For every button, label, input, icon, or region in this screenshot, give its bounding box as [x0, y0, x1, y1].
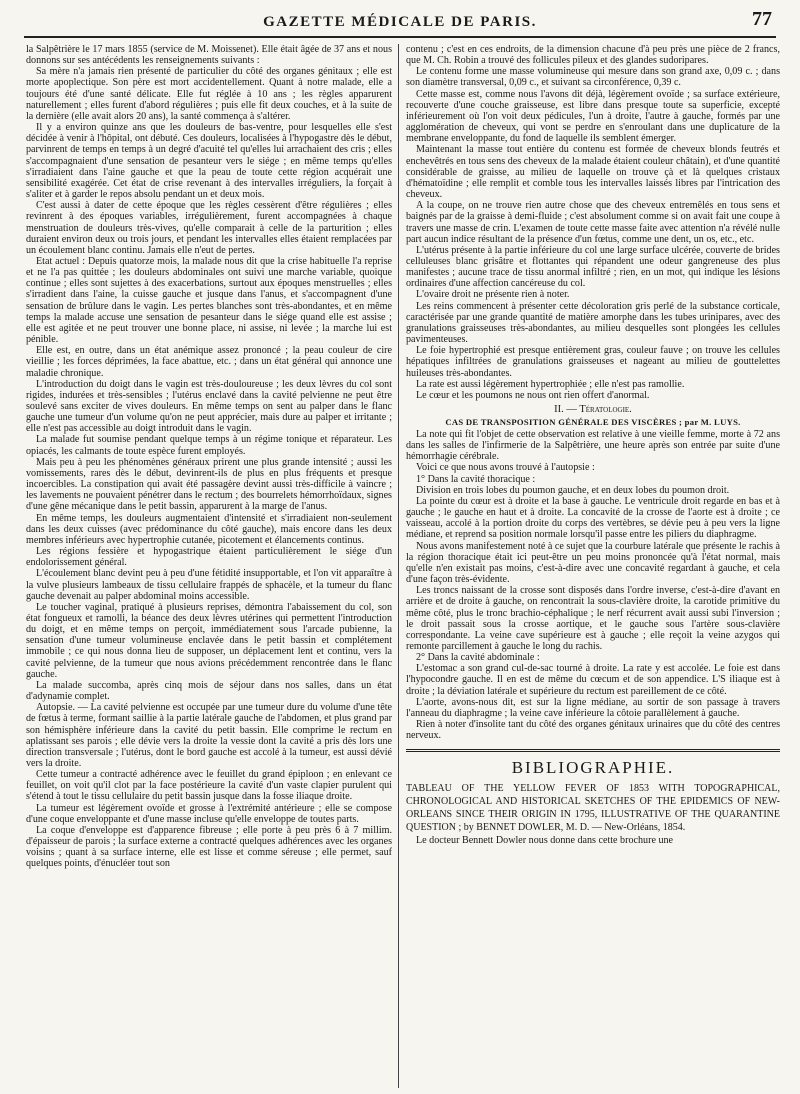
paragraph: Nous avons manifestement noté à ce sujet que la courbure latérale que présente le rachis à la région thoracique était ici peut-être un peu moins prononcée qu'à l'état normal, mais qu'elle n'en existait pas moins, c'est-à-dire avec une concavité regardant à gauche, et cela d'une façon très-évidente.: [406, 540, 780, 586]
left-column: [26, 44, 392, 1088]
paragraph: Autopsie. — La cavité pelvienne est occupée par une tumeur dure du volume d'une tête de fœtus à terme, formant saillie à la partie latérale gauche de l'abdomen, et plus grand par son hémisphère inférieure dans la cavité du petit bassin. Elle comprime le rectum en aplatissant ses parois ; elle dévie vers la droite la vessie dont la cavité a pris dès lors une direction transversale ; l'utérus, dont le bord gauche est accolé à la tumeur, est aussi dévié vers la droite.: [26, 702, 392, 769]
paragraph: La malade fut soumise pendant quelque temps à un régime tonique et réparateur. Les opiacés, les calmants de toute espèce furent employés.: [26, 434, 392, 457]
paragraph: 2° Dans la cavité abdominale :: [416, 652, 540, 664]
bibliography-entry: TABLEAU OF THE YELLOW FEVER OF 1853 WITH TOPOGRAPHICAL, CHRONOLOGICAL AND HISTORICAL SKETCHES OF THE EPIDEMICS OF NEW-ORLEANS SINCE THEIR ORIGIN IN 1795, ILLUSTRATIVE OF THE QUARANTINE QUESTION ; by BENNET DOWLER, M. D. — New-Orléans, 1854.: [406, 783, 780, 834]
paragraph: Maintenant la masse tout entière du contenu est formée de cheveux blonds feutrés et enchevêtrés en tous sens des cheveux de la malade étaient couleur châtain), et d'une quantité considérable de graisse, au milieu de laquelle on trouve çà et là quelques cristaux d'hématoïdine ; elle remplit et comble tous les intervalles laissés libres par l'intrication des cheveux.: [406, 144, 780, 201]
paragraph: La coque d'enveloppe est d'apparence fibreuse ; elle porte à peu près 6 à 7 millim. d'épaisseur de parois ; la surface externe a contracté quelques adhérences avec les organes voisins ; quant à sa surface interne, elle est lisse et comme séreuse ; elle permet, sauf quelques points, d'énucléer tout son: [26, 824, 392, 870]
paragraph: L'estomac a son grand cul-de-sac tourné à droite. La rate y est accolée. Le foie est dans l'hypocondre gauche. Il en est de même du cœcum et de son appendice. L'S iliaque est à droite ; la déviation latérale et supérieure du rectum est pareillement de ce côté.: [406, 663, 780, 697]
paragraph: La rate est aussi légèrement hypertrophiée ; elle n'est pas ramollie.: [416, 378, 685, 390]
paragraph: Cette tumeur a contracté adhérence avec le feuillet du grand épiploon ; en enlevant ce feuillet, on voit qu'il clot par la face postérieure la cavité d'un vaste clapier purulent qui s'étend à tout le tissu cellulaire du petit bassin jusque dans la fosse iliaque droite.: [26, 769, 392, 803]
paragraph: Rien à noter d'insolite tant du côté des organes génitaux urinaires que du côté des centres nerveux.: [406, 719, 780, 742]
section-title: II. — Tératologie.: [554, 404, 632, 415]
paragraph: Les reins commencent à présenter cette décoloration gris perlé de la substance corticale, caractérisée par une grande quantité de matière amorphe dans les tubes urinipares, avec des granulations graisseuses très-abondantes, au milieu desquelles sont plongées les cellules pavimenteuses.: [406, 300, 780, 346]
column-divider: [398, 44, 399, 1088]
paragraph: Cette masse est, comme nous l'avons dit déjà, légèrement ovoïde ; sa surface extérieure, recouverte d'une couche graisseuse, est libre dans presque toute sa superficie, excepté inférieurement où l'on voit deux pédicules, l'un à droite, l'autre à gauche, formés par une agglomération de cheveux, qui vont se perdre en s'enroulant dans une duplicature de la membrane enveloppante, du fond de laquelle ils semblent émerger.: [406, 88, 780, 145]
paragraph: contenu ; c'est en ces endroits, de la dimension chacune d'à peu près une pièce de 2 francs, que M. Ch. Robin a trouvé des follicules pileux et des glandes sudoripares.: [406, 44, 780, 67]
paragraph: Mais peu à peu les phénomènes généraux prirent une plus grande intensité ; aussi les vomissements, rares dès le début, devinrent-ils de plus en plus fréquents et presque incoercibles. La constipation qui avait été passagère devint aussi très-difficile à vaincre ; les lavements ne pouvaient pénétrer dans le rectum ; des bourrelets hémorrhoïdaux, signes d'une gêne mécanique dans le petit bassin, apparurent à la marge de l'anus.: [26, 456, 392, 513]
paragraph: Il y a environ quinze ans que les douleurs de bas-ventre, pour lesquelles elle s'est décidée à venir à l'hôpital, ont débuté. Ces douleurs, localisées à l'hypogastre dès le début, parvinrent de temps en temps à un degré d'acuité tel qu'elles lui arrachaient des cris ; elles s'accompagnaient d'une sensation de pesanteur vers le siége ; en même temps qu'elles s'irradiaient dans l'aine gauche et que la peau de toute cette région acquérait une sensibilité exagérée. Cet état de crise revenant à des intervalles irréguliers, la forçait à s'aliter et à garder le repos absolu pendant un et deux mois.: [26, 122, 392, 201]
page-header: [24, 8, 776, 38]
paragraph: Le cœur et les poumons ne nous ont rien offert d'anormal.: [416, 389, 650, 401]
paragraph: la Salpêtrière le 17 mars 1855 (service de M. Moissenet). Elle était âgée de 37 ans et nous donnons sur ses antécédents les renseignements suivants :: [26, 44, 392, 67]
paragraph: L'utérus présente à la partie inférieure du col une large surface ulcérée, couverte de brides celluleuses blanc grisâtre et flottantes qui répandent une odeur gangreneuse des plus manifestes ; aucune trace de tissu anormal infiltré ; rien, en un mot, qui indique les lésions ordinaires d'une affection cancéreuse du col.: [406, 244, 780, 290]
paragraph: 1° Dans la cavité thoracique :: [416, 473, 536, 485]
right-column: [406, 44, 780, 1088]
paragraph: Etat actuel : Depuis quatorze mois, la malade nous dit que la crise habituelle l'a reprise et ne l'a pas quittée ; les douleurs abdominales ont suivi une marche variable, quoique continue ; elles sont sujettes à des exacerbations, surtout aux époques menstruelles ; elles s'irradient dans l'aine, la cuisse gauche et jusque dans l'anus, et s'accompagnent d'une sensation de brûlure dans le vagin. Les pertes blanches sont très-abondantes, et en même temps la malade accuse une sensation de pesanteur dans le siége quand elle est assise ; elle est agitée et ne peut trouver une bonne place, ni assise, ni levée ; la marche lui est pénible.: [26, 255, 392, 346]
bibliography-title: BIBLIOGRAPHIE.: [511, 758, 675, 778]
paragraph: Le toucher vaginal, pratiqué à plusieurs reprises, démontra l'abaissement du col, son état fongueux et ramolli, la béance des deux lèvres utérines qui permettent l'introduction du doigt, et en même temps on perçoit, immédiatement sous l'arcade pubienne, la sensation d'une tumeur volumineuse enclavée dans le petit bassin et complétement immobile ; ce qui nous donna lieu de supposer, un déplacement lent et continu, vers la cavité pelvienne, de la tumeur que nous avions précédemment rencontrée dans le flanc gauche.: [26, 601, 392, 680]
paragraph: Le foie hypertrophié est presque entièrement gras, couleur fauve ; on trouve les cellules hépatiques infiltrées de granulations graisseuses et nageant au milieu de gouttelettes huileuses très-abondantes.: [406, 345, 780, 379]
paragraph: Les troncs naissant de la crosse sont disposés dans l'ordre inverse, c'est-à-dire d'avant en arrière et de droite à gauche, on rencontrait la sous-clavière droite, la carotide primitive du même côté, plus le tronc brachio-céphalique ; le nerf récurrent avait aussi subi l'inversion ; le droit passait sous la crosse aortique, et le gauche sous l'artère sous-clavière correspondante. La veine cave supérieure est à gauche ; elle reçoit la veine azygos qui remonte parcillement à gauche le long du rachis.: [406, 585, 780, 652]
section-subtitle: CAS DE TRANSPOSITION GÉNÉRALE DES VISCÈRES ; par M. LUYS.: [445, 417, 741, 427]
paragraph: La malade succomba, après cinq mois de séjour dans nos salles, dans un état d'adynamie complet.: [26, 679, 392, 703]
paragraph: La pointe du cœur est à droite et la base à gauche. Le ventricule droit regarde en bas et à gauche ; le gauche en haut et à droite. La concavité de la crosse de l'aorte est à droite ; ce vaisseau, accolé à la portion droite du corps des vertèbres, se dévie peu à peu vers la ligne médiane, et reprend sa position normale lorsqu'il passe entre les piliers du diaphragme.: [406, 495, 780, 541]
section-rule: [406, 749, 780, 752]
paragraph: C'est aussi à dater de cette époque que les règles cessèrent d'être régulières ; elles revinrent à des époques variables, irrégulièrement, furent accompagnées à chaque menstruation de douleurs très-vives, qu'elle comparait à celle de la parturition ; elles duraient environ deux ou trois jours, et pendant les intervalles elles étaient remplacées par un écoulement blanc continu. Jamais elle n'eut de pertes.: [26, 200, 392, 256]
bibliography-text: Le docteur Bennett Dowler nous donne dans cette brochure une: [416, 835, 674, 847]
paragraph: Les régions fessière et hypogastrique étaient particulièrement le siége d'un endolorissement général.: [26, 546, 392, 569]
paragraph: L'ovaire droit ne présente rien à noter.: [416, 289, 570, 301]
paragraph: A la coupe, on ne trouve rien autre chose que des cheveux entremêlés en tous sens et baignés par de la graisse à demi-fluide ; c'est absolument comme si on avait fait une coupe à travers une masse de crin. L'examen de toute cette masse faite avec attention n'a révélé nulle part aucun indice résultant de la présence d'un fœtus, comme une dent, un os, etc., etc.: [406, 200, 780, 245]
page-number: 77: [752, 8, 772, 30]
paragraph: L'écoulement blanc devint peu à peu d'une fétidité insupportable, et l'on vit apparaître à la vulve plusieurs lambeaux de tissu cellulaire frappés de sphacèle, et la tumeur du flanc gauche devenait au palper abdominal moins accessible.: [26, 568, 392, 602]
paragraph: La note qui fit l'objet de cette observation est relative à une vieille femme, morte à 72 ans dans les salles de l'infirmerie de la Salpêtrière, une heure après son entrée par suite d'une hémorrhagie cérébrale.: [406, 429, 780, 463]
journal-title: GAZETTE MÉDICALE DE PARIS.: [263, 14, 537, 30]
paragraph: L'introduction du doigt dans le vagin est très-douloureuse ; les deux lèvres du col sont rigides, indurées et très-sensibles ; l'utérus enclavé dans la cavité pelvienne ne peut être soulevé sans exciter de vives douleurs. En même temps on sent au palper dans le flanc gauche une tumeur d'un volume qu'on ne peut apprécier, mais dure au palper et irritante ; elle n'est pas accessible au doigt introduit dans le vagin.: [26, 378, 392, 435]
paragraph: Division en trois lobes du poumon gauche, et en deux lobes du poumon droit.: [416, 484, 730, 496]
paragraph: Voici ce que nous avons trouvé à l'autopsie :: [416, 462, 595, 474]
paragraph: Sa mère n'a jamais rien présenté de particulier du côté des organes génitaux ; elle est morte apoplectique. Son père est mort accidentellement. Quant à notre malade, elle a toujours été d'une santé délicate. Elle fut réglée à 10 ans ; les règles apparurent naturellement ; elles furent d'abord régulières ; puis elle fit deux couches, et à la suite de la dernière (elle avait alors 20 ans), la santé commença à s'altérer.: [26, 66, 392, 122]
paragraph: Le contenu forme une masse volumineuse qui mesure dans son grand axe, 0,09 c. ; dans son diamètre transversal, 0,09 c., et suivant sa circonférence, 0,39 c.: [406, 66, 780, 89]
paragraph: L'aorte, avons-nous dit, est sur la ligne médiane, au sortir de son passage à travers l'anneau du diaphragme ; la veine cave inférieure la côtoie parallèlement à gauche.: [406, 696, 780, 719]
paragraph: Elle est, en outre, dans un état anémique assez prononcé ; la peau couleur de cire vieillie ; les forces déprimées, la face abattue, etc. ; dans un état général qui annonce une maladie chronique.: [26, 345, 392, 379]
paragraph: En même temps, les douleurs augmentaient d'intensité et s'irradiaient non-seulement dans les deux cuisses (avec prédominance du côté gauche), mais encore dans les deux membres inférieurs avec hypertrophie cutanée, picotement et élancements continus.: [26, 512, 392, 546]
paragraph: La tumeur est légèrement ovoïde et grosse à l'extrémité antérieure ; elle se compose d'une coque enveloppante et d'une masse incluse qu'elle enveloppe de toutes parts.: [26, 802, 392, 825]
